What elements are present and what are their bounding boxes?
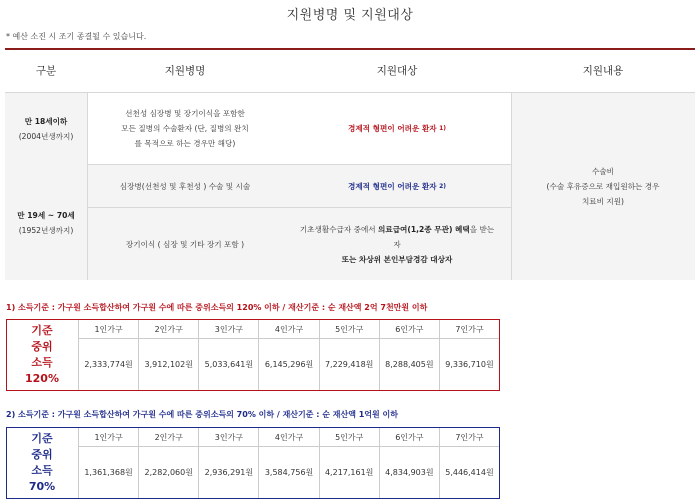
household-cell: 6인가구 — [379, 320, 439, 339]
header-category: 구분 — [5, 50, 87, 92]
age-group-2 — [5, 165, 87, 280]
disease-line: 선천성 심장병 및 장기이식을 포함한 — [125, 109, 245, 118]
label-line: 중위 — [31, 448, 53, 461]
household-cell: 1인가구 — [79, 428, 139, 447]
label-line: 120% — [25, 372, 59, 385]
household-cell: 4인가구 — [259, 320, 319, 339]
target-line-1 — [300, 222, 494, 237]
target-line-2: 자 — [393, 239, 401, 249]
value-cell: 5,446,414원 — [439, 447, 499, 499]
target-row-3 — [283, 208, 511, 280]
page-title: 지원병명 및 지원대상 — [286, 8, 414, 23]
income-title-1: 1) 소득기준 : 가구원 소득합산하여 가구원 수에 따른 중위소득의 120% 이하 / 재산기준 : 순 재산액 2억 7천만원 이하 — [6, 303, 428, 312]
label-line: 70% — [28, 480, 56, 493]
support-line: 치료비 지원) — [581, 197, 625, 206]
header-disease: 지원병명 — [87, 50, 283, 92]
value-row — [79, 447, 500, 499]
value-cell: 4,834,903원 — [379, 447, 439, 499]
value-cell: 3,912,102원 — [139, 339, 199, 391]
age-group-2-label: 만 19세 ~ 70세 — [17, 210, 75, 220]
household-cell: 7인가구 — [439, 428, 499, 447]
header-target: 지원대상 — [283, 50, 511, 92]
household-cell: 5인가구 — [319, 428, 379, 447]
support-content — [511, 93, 695, 280]
disease-line: 를 목적으로 하는 경우만 해당) — [134, 139, 236, 148]
age-group-1 — [5, 93, 87, 164]
disease-line: 장기이식 ( 심장 및 기타 장기 포함 ) — [125, 239, 245, 249]
age-group-2-sub: (1952년생까지) — [18, 225, 74, 235]
disease-row-2 — [87, 165, 283, 207]
disease-line: 모든 질병의 수술환자 (단, 질병의 완치 — [121, 124, 249, 133]
income-grid-120 — [78, 320, 499, 390]
income-title-2: 2) 소득기준 : 가구원 소득합산하여 가구원 수에 따른 중위소득의 70% 이하 / 재산기준 : 순 재산액 1억원 이하 — [6, 410, 398, 419]
disease-row-1 — [87, 93, 283, 164]
value-cell: 7,229,418원 — [319, 339, 379, 391]
disease-row-3 — [87, 208, 283, 280]
value-cell: 6,145,296원 — [259, 339, 319, 391]
label-line: 중위 — [31, 340, 53, 353]
value-cell: 1,361,368원 — [79, 447, 139, 499]
support-line: 수술비 — [591, 167, 614, 176]
label-line: 기준 — [31, 324, 53, 337]
value-row — [79, 339, 500, 391]
label-line: 소득 — [31, 356, 53, 369]
age-group-1-label: 만 18세이하 — [24, 116, 68, 126]
target-line-3: 또는 차상위 본인부담경감 대상자 — [341, 254, 453, 264]
target-line-1-bold: 의료급여(1,2종 무관) 혜택 — [378, 224, 470, 234]
value-cell: 4,217,161원 — [319, 447, 379, 499]
footnote-marker: 1) — [439, 125, 446, 132]
household-cell: 7인가구 — [439, 320, 499, 339]
value-cell: 2,282,060원 — [139, 447, 199, 499]
income-grid-70 — [78, 428, 499, 498]
target-line-1-pre: 기초생활수급자 중에서 — [299, 224, 379, 234]
household-cell: 2인가구 — [139, 428, 199, 447]
household-cell: 6인가구 — [379, 428, 439, 447]
household-cell: 1인가구 — [79, 320, 139, 339]
label-line: 기준 — [31, 432, 53, 445]
value-cell: 3,584,756원 — [259, 447, 319, 499]
household-cell: 2인가구 — [139, 320, 199, 339]
footnote-marker: 2) — [439, 182, 446, 190]
target-row-1 — [283, 93, 511, 164]
value-cell: 9,336,710원 — [439, 339, 499, 391]
target-line-1-post: 을 받는 — [469, 224, 495, 234]
household-row — [79, 320, 500, 339]
household-cell: 5인가구 — [319, 320, 379, 339]
column-divider — [87, 93, 88, 280]
household-row — [79, 428, 500, 447]
target-text: 경제적 형편이 어려운 환자 — [348, 181, 437, 191]
age-group-1-sub: (2004년생까지) — [18, 131, 74, 141]
budget-note: * 예산 소진 시 조기 종결될 수 있습니다. — [6, 32, 147, 41]
support-table — [5, 48, 695, 280]
disease-line: 심장병(선천성 및 후천성 ) 수술 및 시술 — [119, 181, 251, 191]
header-content: 지원내용 — [511, 50, 695, 92]
household-cell: 4인가구 — [259, 428, 319, 447]
income-label-120 — [7, 320, 77, 390]
income-table-70 — [6, 427, 500, 499]
income-table-120 — [6, 319, 500, 391]
value-cell: 8,288,405원 — [379, 339, 439, 391]
value-cell: 5,033,641원 — [199, 339, 259, 391]
household-cell: 3인가구 — [199, 428, 259, 447]
label-line: 소득 — [31, 464, 53, 477]
income-label-70 — [7, 428, 77, 498]
column-divider — [511, 93, 512, 280]
household-cell: 3인가구 — [199, 320, 259, 339]
target-text: 경제적 형편이 어려운 환자 — [348, 124, 437, 133]
value-cell: 2,333,774원 — [79, 339, 139, 391]
target-row-2 — [283, 165, 511, 207]
support-line: (수술 후유증으로 재입원하는 경우 — [546, 182, 660, 191]
value-cell: 2,936,291원 — [199, 447, 259, 499]
